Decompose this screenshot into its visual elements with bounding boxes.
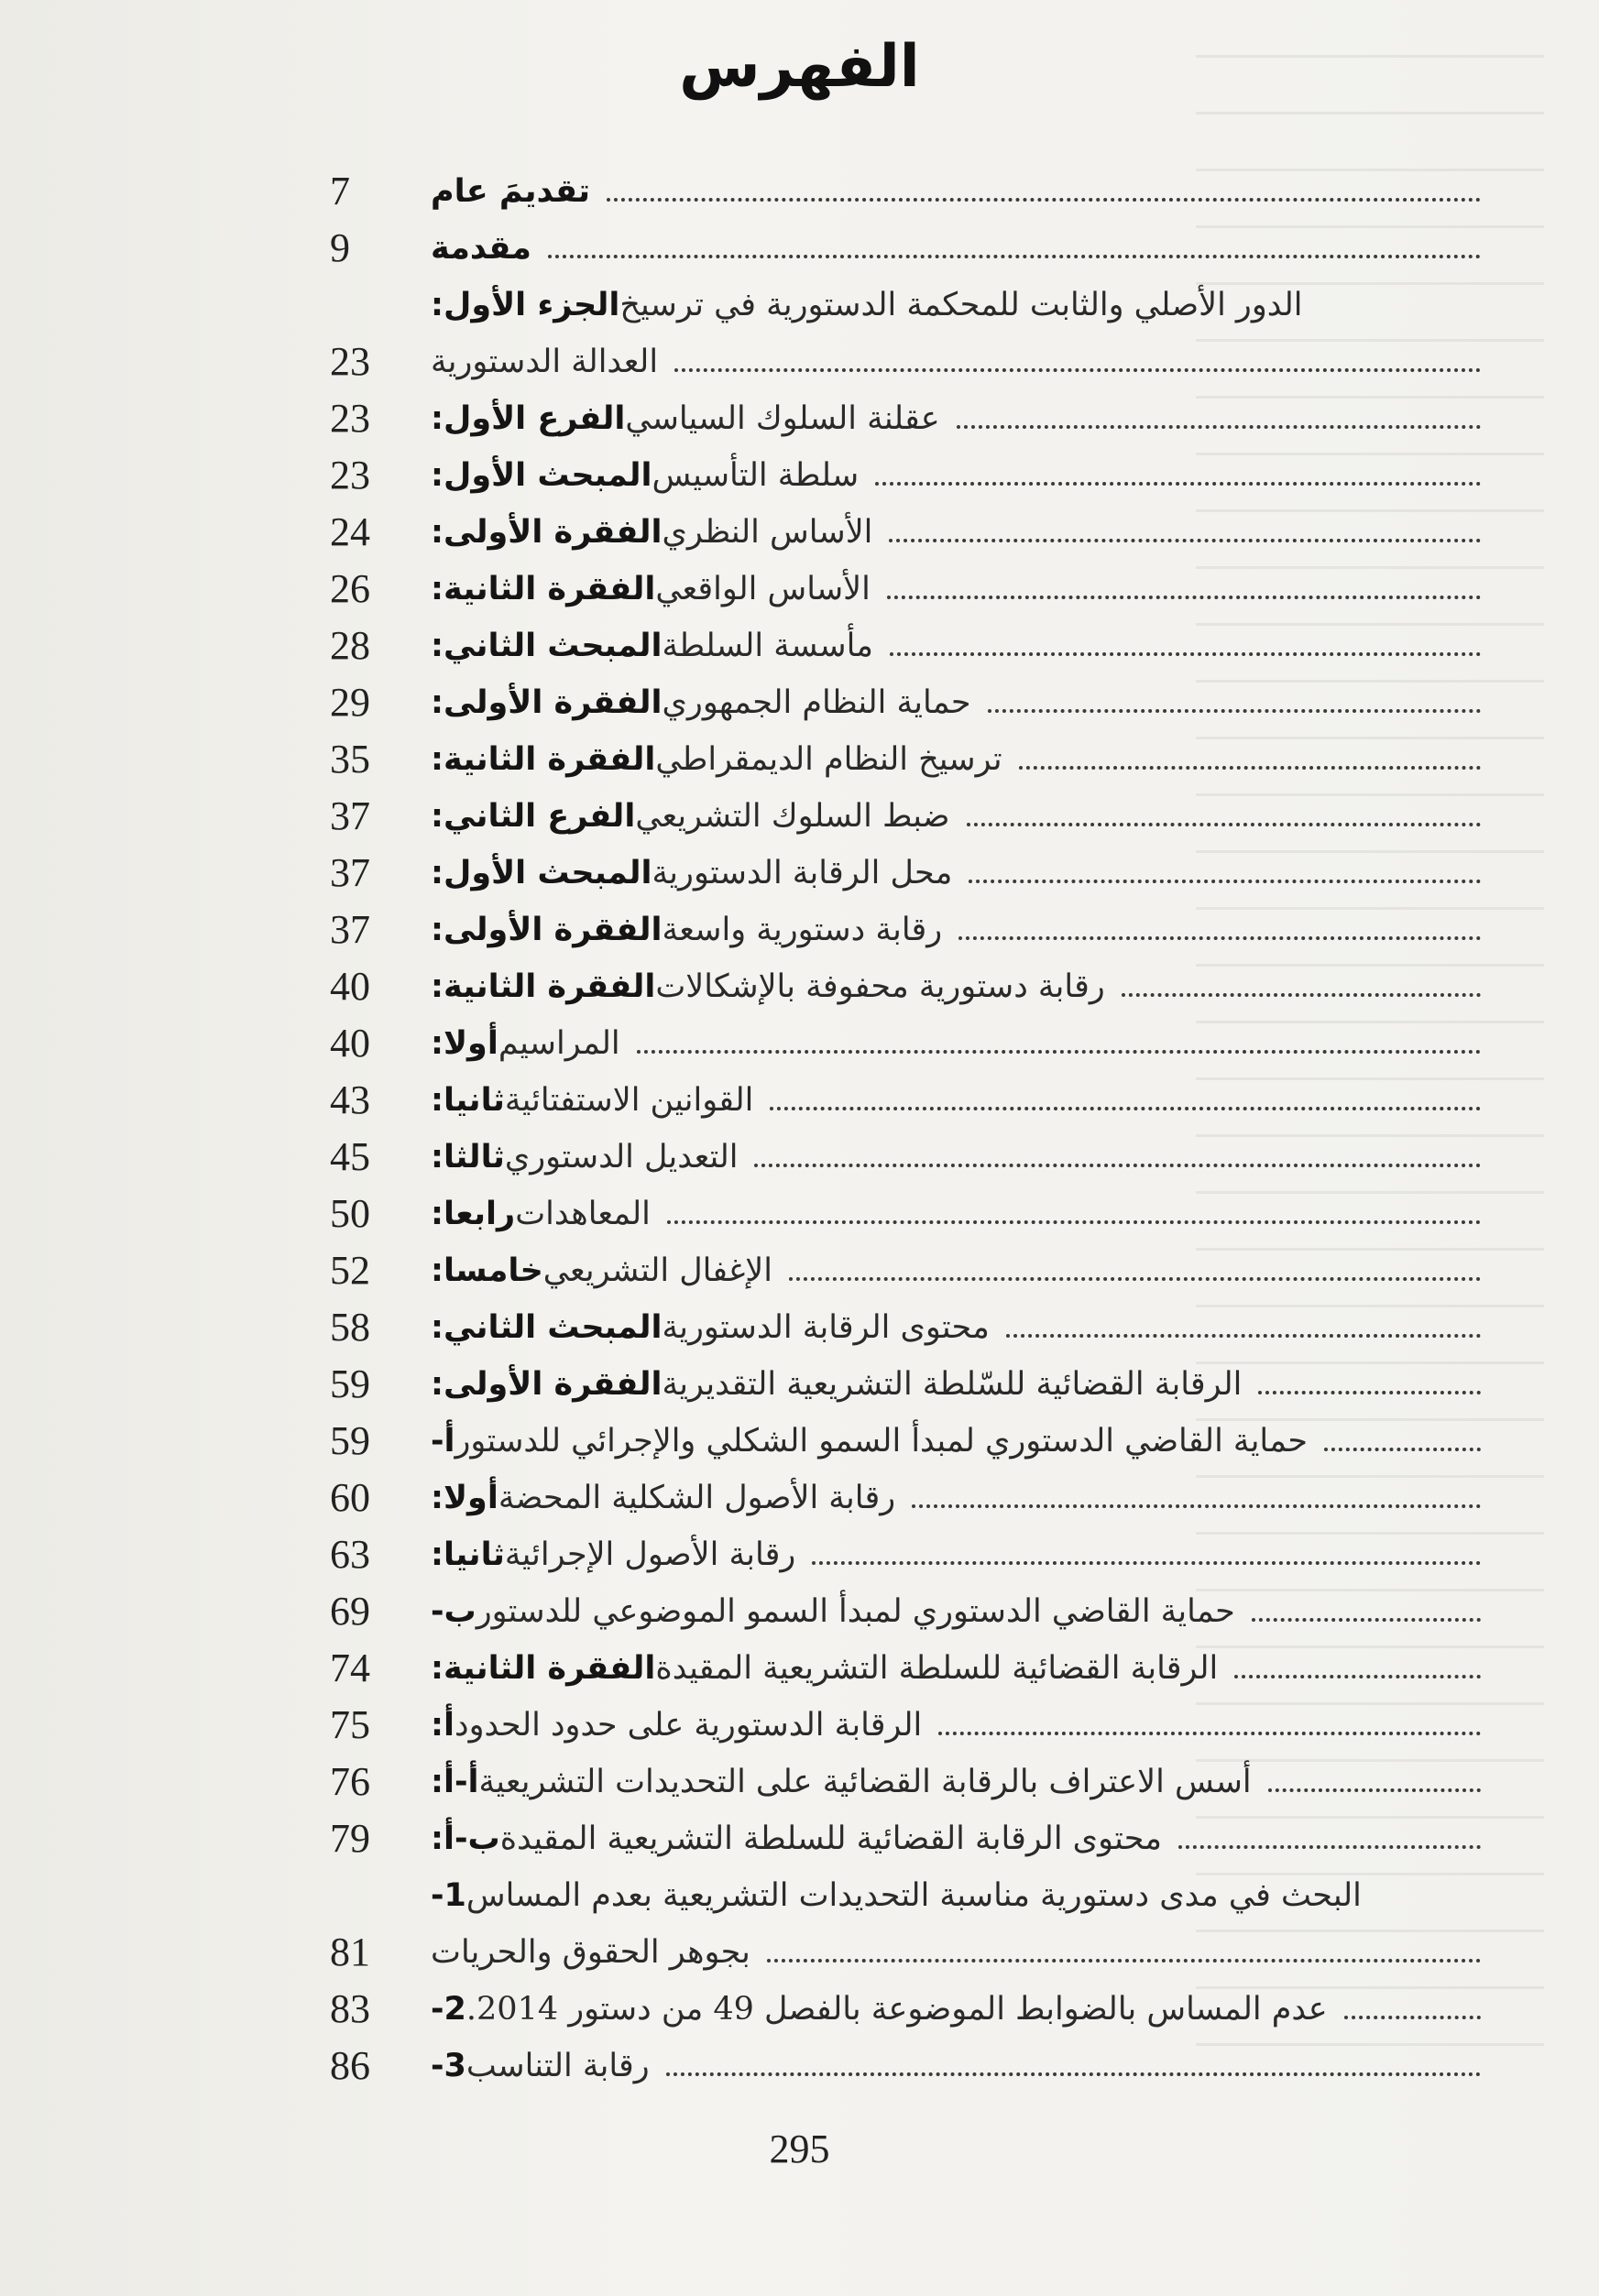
toc-entry-label: ب-أ:	[431, 1820, 500, 1857]
toc-page-number: 81	[330, 1930, 370, 1974]
toc-entry-label: ثانيا:	[431, 1082, 505, 1119]
toc-entry-body	[431, 333, 1494, 390]
toc-entry-title: البحث في مدى دستورية مناسبة التحديدات التشريعية بعدم المساس	[465, 1877, 1362, 1914]
toc-page-number: 29	[330, 680, 370, 725]
toc-entry-title: المعاهدات	[515, 1196, 651, 1232]
toc-entry-body	[431, 1015, 1494, 1072]
toc-page-number: 26	[330, 566, 370, 611]
toc-entry	[330, 220, 1494, 277]
toc-page-number: 58	[330, 1305, 370, 1350]
page-number: 295	[769, 2127, 830, 2171]
toc-entry	[330, 1981, 1494, 2038]
toc-entry-body	[431, 1867, 1494, 1924]
toc-entry-label: الفقرة الثانية:	[431, 968, 656, 1005]
toc-entry-title: التعديل الدستوري	[504, 1139, 739, 1175]
dot-leader	[889, 539, 1481, 542]
toc-entry-body	[431, 731, 1494, 788]
toc-entry-body	[431, 958, 1494, 1015]
toc-entry-body	[431, 1526, 1494, 1583]
toc-entry-title: حماية القاضي الدستوري لمبدأ السمو الشكلي والإجرائي للدستور	[455, 1423, 1308, 1460]
toc-page-number: 37	[330, 907, 370, 952]
toc-entry-title: عقلنة السلوك السياسي	[625, 400, 940, 437]
toc-entry-body	[431, 1356, 1494, 1413]
toc-entry	[330, 1924, 1494, 1981]
toc-entry-label: أ-	[431, 1423, 455, 1460]
toc-entry	[330, 2038, 1494, 2094]
toc-entry	[330, 618, 1494, 674]
toc-entry-label: 1-	[431, 1877, 466, 1914]
toc-entry-title: الرقابة القضائية للسّلطة التشريعية التقديرية	[662, 1366, 1243, 1403]
toc-page-number: 74	[330, 1645, 370, 1690]
dot-leader	[789, 1277, 1481, 1281]
dot-leader	[1234, 1675, 1481, 1678]
toc-page-number: 35	[330, 737, 370, 782]
toc-page-number: 40	[330, 964, 370, 1009]
toc-entry-title: سلطة التأسيس	[652, 457, 860, 494]
toc-entry-label: 3-	[431, 2048, 466, 2084]
toc-page-number: 69	[330, 1589, 370, 1634]
toc-page-number: 63	[330, 1532, 370, 1577]
toc-entry-body	[431, 1924, 1494, 1981]
toc-entry-title: الإغفال التشريعي	[542, 1252, 772, 1289]
toc-entry	[330, 902, 1494, 958]
toc-entry	[330, 504, 1494, 561]
toc-entry-title: رقابة الأصول الشكلية المحضة	[498, 1480, 896, 1516]
toc-entry-body	[431, 561, 1494, 618]
toc-page-number: 75	[330, 1702, 370, 1747]
toc-entry-title: رقابة دستورية واسعة	[662, 912, 943, 948]
toc-entry-title: الرقابة القضائية للسلطة التشريعية المقيدة	[655, 1650, 1219, 1687]
toc-entry-body	[431, 1413, 1494, 1470]
dot-leader	[1258, 1391, 1481, 1394]
toc-entry	[330, 390, 1494, 447]
toc-entry	[330, 1867, 1494, 1924]
toc-entry-body	[431, 504, 1494, 561]
dot-leader	[754, 1164, 1481, 1167]
toc-entry-body	[431, 390, 1494, 447]
dot-leader	[812, 1561, 1481, 1565]
toc-entry-label: الفقرة الثانية:	[431, 741, 656, 778]
toc-page-number: 45	[330, 1134, 370, 1179]
table-of-contents	[330, 163, 1494, 2094]
toc-entry-body	[431, 1583, 1494, 1640]
toc-entry	[330, 1015, 1494, 1072]
toc-page-number: 40	[330, 1021, 370, 1066]
dot-leader	[890, 652, 1481, 656]
toc-entry-title: الرقابة الدستورية على حدود الحدود	[455, 1707, 923, 1744]
dot-leader	[938, 1732, 1481, 1735]
toc-entry-title: القوانين الاستفتائية	[504, 1082, 754, 1119]
toc-entry-title: رقابة دستورية محفوفة بالإشكالات	[655, 968, 1105, 1005]
toc-entry-label: الجزء الأول:	[431, 287, 620, 323]
toc-entry-label: الفرع الثاني:	[431, 798, 636, 835]
toc-page-number: 23	[330, 396, 370, 441]
toc-entry-label: المبحث الثاني:	[431, 628, 663, 664]
toc-page-number: 9	[330, 225, 350, 270]
toc-page-number: 79	[330, 1816, 370, 1861]
toc-entry-title: محتوى الرقابة الدستورية	[662, 1309, 990, 1346]
toc-entry-body	[431, 788, 1494, 845]
dot-leader	[607, 198, 1481, 202]
toc-entry-body	[431, 1242, 1494, 1299]
dot-leader	[1006, 1334, 1481, 1338]
toc-page-number: 76	[330, 1759, 370, 1804]
dot-leader	[1122, 993, 1481, 997]
toc-entry-body	[431, 902, 1494, 958]
toc-entry	[330, 1072, 1494, 1129]
toc-entry-title: الدور الأصلي والثابت للمحكمة الدستورية في ترسيخ	[619, 287, 1303, 323]
dot-leader	[1324, 1448, 1481, 1451]
toc-entry-title: محتوى الرقابة القضائية للسلطة التشريعية المقيدة	[499, 1820, 1163, 1857]
toc-entry-title: حماية النظام الجمهوري	[662, 684, 971, 721]
toc-entry-body	[431, 1129, 1494, 1186]
toc-entry-body	[431, 1810, 1494, 1867]
toc-entry-label: 2-	[431, 1991, 466, 2028]
toc-entry-body	[431, 277, 1494, 333]
toc-entry-label: أولا:	[431, 1480, 498, 1516]
toc-entry	[330, 561, 1494, 618]
toc-entry-label: أ-أ:	[431, 1764, 479, 1800]
toc-entry-body	[431, 1697, 1494, 1754]
toc-entry-label: الفقرة الأولى:	[431, 684, 663, 721]
toc-entry	[330, 958, 1494, 1015]
toc-entry-label: الفقرة الثانية:	[431, 571, 656, 607]
toc-entry	[330, 1526, 1494, 1583]
toc-entry-label: الفقرة الأولى:	[431, 1366, 663, 1403]
toc-page-number: 60	[330, 1475, 370, 1520]
toc-entry-label: ب-	[431, 1593, 476, 1630]
dot-leader	[887, 596, 1481, 599]
toc-entry	[330, 277, 1494, 333]
toc-entry	[330, 1810, 1494, 1867]
toc-page-number: 37	[330, 850, 370, 895]
toc-entry	[330, 1186, 1494, 1242]
toc-entry-body	[431, 447, 1494, 504]
toc-entry-body	[431, 1640, 1494, 1697]
toc-entry	[330, 674, 1494, 731]
toc-page-number: 23	[330, 339, 370, 384]
toc-entry-title: أسس الاعتراف بالرقابة القضائية على التحديدات التشريعية	[478, 1764, 1252, 1800]
dot-leader	[667, 1220, 1481, 1224]
dot-leader	[1268, 1788, 1481, 1792]
toc-entry-body	[431, 163, 1494, 220]
toc-page-number: 83	[330, 1986, 370, 2031]
dot-leader	[912, 1504, 1481, 1508]
toc-page-number: 50	[330, 1191, 370, 1236]
toc-entry-label: ثالثا:	[431, 1139, 505, 1175]
toc-entry-label: رابعا:	[431, 1196, 516, 1232]
dot-leader	[1019, 766, 1481, 770]
toc-entry-title: بجوهر الحقوق والحريات	[431, 1934, 750, 1971]
toc-entry-body	[431, 1299, 1494, 1356]
toc-entry	[330, 333, 1494, 390]
toc-entry	[330, 1583, 1494, 1640]
toc-entry	[330, 845, 1494, 902]
dot-leader	[674, 368, 1481, 372]
toc-page-number: 86	[330, 2043, 370, 2088]
toc-page-number: 59	[330, 1361, 370, 1406]
toc-entry	[330, 447, 1494, 504]
toc-entry-title: المراسيم	[498, 1025, 620, 1062]
toc-entry-label: المبحث الأول:	[431, 457, 652, 494]
toc-entry-body	[431, 674, 1494, 731]
toc-entry-label: الفقرة الثانية:	[431, 1650, 656, 1687]
toc-entry-body	[431, 1754, 1494, 1810]
toc-entry	[330, 1413, 1494, 1470]
toc-entry-body	[431, 1072, 1494, 1129]
toc-entry-title: الأساس الواقعي	[655, 571, 871, 607]
toc-entry-label: أولا:	[431, 1025, 498, 1062]
dot-leader	[969, 880, 1481, 883]
toc-entry-title: رقابة الأصول الإجرائية	[504, 1536, 796, 1573]
toc-entry-body	[431, 845, 1494, 902]
page-title: الفهرس	[679, 33, 920, 101]
toc-page-number: 23	[330, 453, 370, 497]
toc-entry	[330, 1470, 1494, 1526]
dot-leader	[1252, 1618, 1481, 1622]
toc-entry	[330, 1356, 1494, 1413]
dot-leader	[770, 1107, 1481, 1110]
dot-leader	[875, 482, 1481, 486]
toc-page-number: 59	[330, 1418, 370, 1463]
toc-entry	[330, 163, 1494, 220]
toc-entry-label: خامسا:	[431, 1252, 543, 1289]
toc-entry-title: الأساس النظري	[662, 514, 873, 551]
dot-leader	[958, 936, 1481, 940]
dot-leader	[637, 1050, 1481, 1054]
toc-entry-label: الفقرة الأولى:	[431, 514, 663, 551]
toc-entry-title: مأسسة السلطة	[662, 628, 873, 664]
toc-page-number: 24	[330, 509, 370, 554]
dot-leader	[1178, 1845, 1481, 1849]
toc-entry-title: حماية القاضي الدستوري لمبدأ السمو الموضوعي للدستور	[476, 1593, 1235, 1630]
toc-page-number: 52	[330, 1248, 370, 1293]
toc-entry	[330, 1754, 1494, 1810]
dot-leader	[957, 425, 1481, 429]
toc-entry	[330, 1299, 1494, 1356]
toc-entry-title: عدم المساس بالضوابط الموضوعة بالفصل 49 من دستور 2014.	[465, 1991, 1328, 2028]
toc-entry-label: المبحث الثاني:	[431, 1309, 663, 1346]
toc-page-number: 28	[330, 623, 370, 668]
toc-entry	[330, 788, 1494, 845]
toc-page-number: 37	[330, 793, 370, 838]
toc-entry-label: الفرع الأول:	[431, 400, 626, 437]
dot-leader	[1344, 2016, 1481, 2019]
toc-entry-title: ترسيخ النظام الديمقراطي	[655, 741, 1002, 778]
toc-entry-title: ضبط السلوك التشريعي	[635, 798, 950, 835]
toc-entry-label: مقدمة	[431, 230, 531, 267]
toc-entry-body	[431, 1470, 1494, 1526]
dot-leader	[767, 1959, 1481, 1963]
toc-entry-body	[431, 1981, 1494, 2038]
toc-entry-label: أ:	[431, 1707, 455, 1744]
toc-entry	[330, 1242, 1494, 1299]
toc-entry-label: الفقرة الأولى:	[431, 912, 663, 948]
toc-entry	[330, 1640, 1494, 1697]
toc-entry-title: العدالة الدستورية	[431, 344, 659, 380]
toc-entry-body	[431, 220, 1494, 277]
toc-entry-label: المبحث الأول:	[431, 855, 652, 891]
toc-page-number: 43	[330, 1077, 370, 1122]
dot-leader	[967, 823, 1482, 826]
toc-entry-title: رقابة التناسب	[465, 2048, 650, 2084]
toc-entry-body	[431, 618, 1494, 674]
toc-entry	[330, 1129, 1494, 1186]
toc-entry-body	[431, 1186, 1494, 1242]
toc-entry	[330, 1697, 1494, 1754]
toc-page-number: 7	[330, 169, 350, 213]
dot-leader	[988, 709, 1481, 713]
toc-entry-body	[431, 2038, 1494, 2094]
toc-entry-label: ثانيا:	[431, 1536, 505, 1573]
toc-entry	[330, 731, 1494, 788]
toc-entry-label: تقديمَ عام	[431, 173, 591, 210]
dot-leader	[548, 255, 1481, 258]
toc-entry-title: محل الرقابة الدستورية	[652, 855, 953, 891]
dot-leader	[666, 2072, 1481, 2076]
